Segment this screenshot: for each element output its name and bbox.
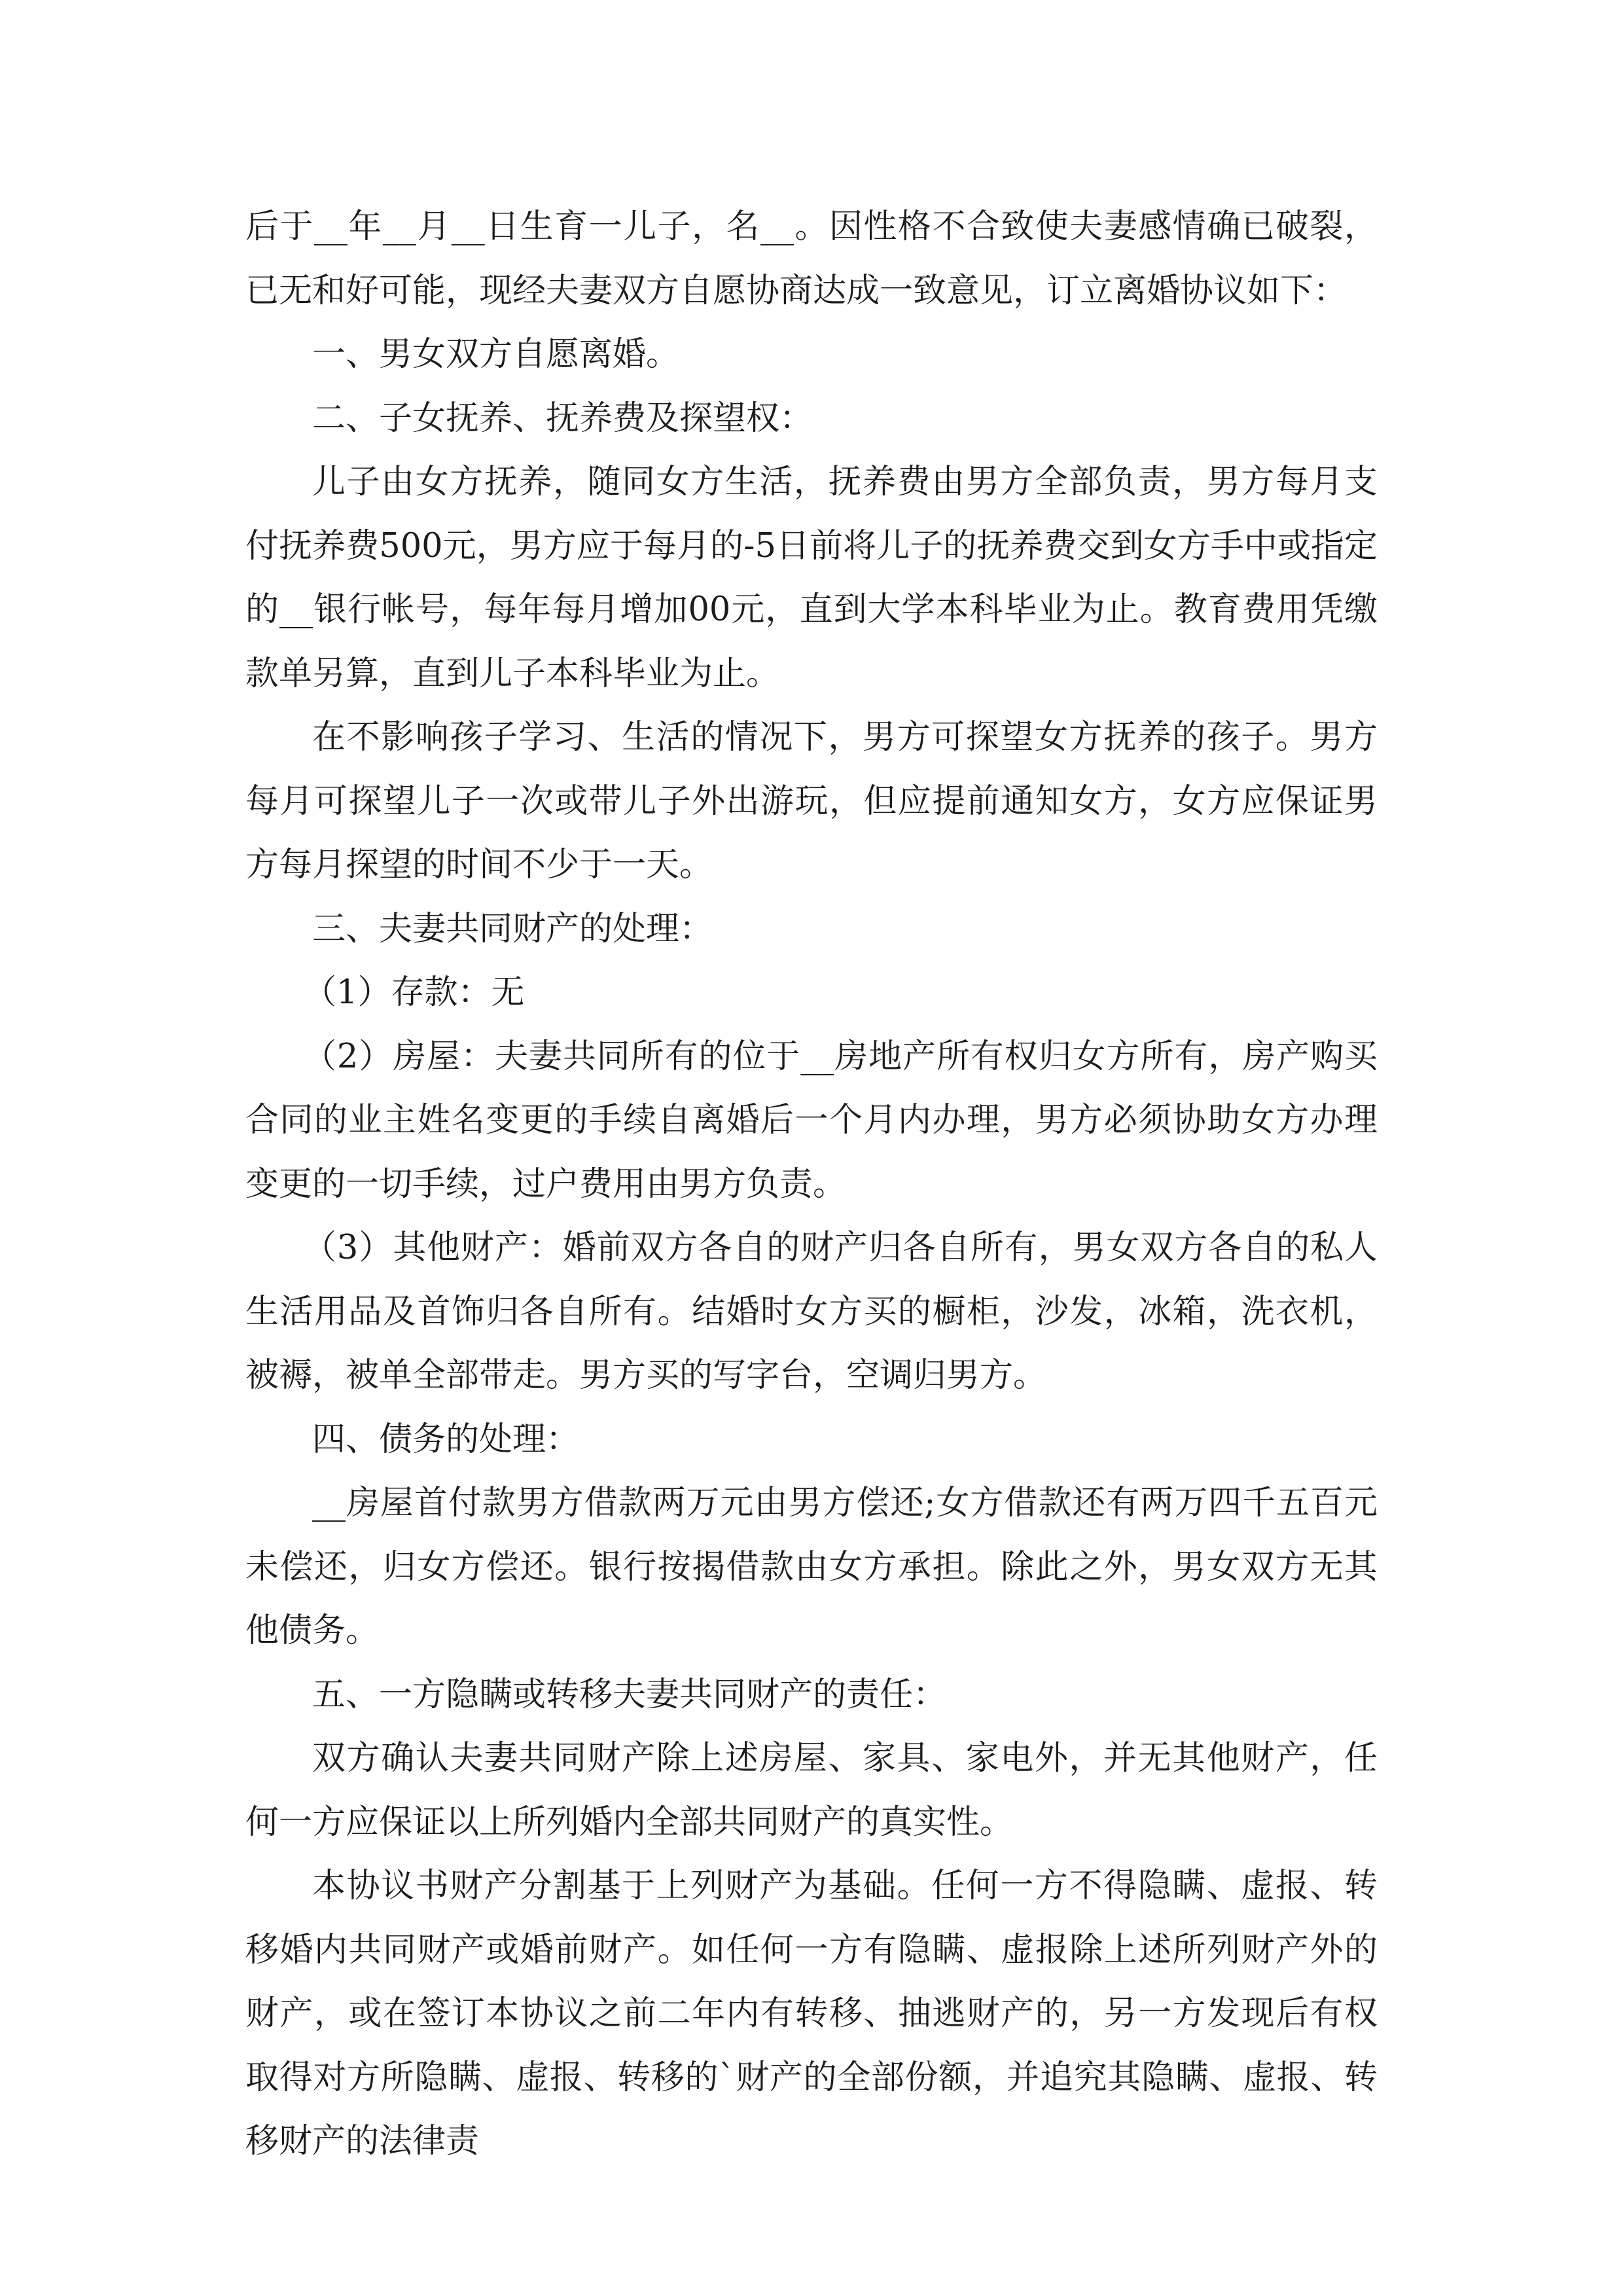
visitation-paragraph: 在不影响孩子学习、生活的情况下，男方可探望女方抚养的孩子。男方每月可探望儿子一次或带儿子外出游玩，但应提前通知女方，女方应保证男方每月探望的时间不少于一天。 xyxy=(245,718,1378,884)
concealment-liability-paragraph: 本协议书财产分割基于上列财产为基础。任何一方不得隐瞒、虚报、转移婚内共同财产或婚前财产。如任何一方有隐瞒、虚报除上述所列财产外的财产，或在签订本协议之前二年内有转移、抽逃财产的，另一方发现后有权取得对方所隐瞒、虚报、转移的`财产的全部份额，并追究其隐瞒、虚报、转移财产的法律责 xyxy=(245,1867,1378,2161)
house-item: （2）房屋：夫妻共同所有的位于__房地产所有权归女方所有，房产购买合同的业主姓名变更的手续自离婚后一个月内办理，男方必须协助女方办理变更的一切手续，过户费用由男方负责。 xyxy=(245,1037,1378,1204)
property-confirmation-paragraph: 双方确认夫妻共同财产除上述房屋、家具、家电外，并无其他财产，任何一方应保证以上所列婚内全部共同财产的真实性。 xyxy=(245,1739,1378,1842)
paragraph-intro-continuation: 后于__年__月__日生育一儿子，名__。因性格不合致使夫妻感情确已破裂，已无和好可能，现经夫妻双方自愿协商达成一致意见，订立离婚协议如下： xyxy=(245,207,1378,310)
clause-1-heading: 一、男女双方自愿离婚。 xyxy=(312,335,680,374)
clause-2-heading: 二、子女抚养、抚养费及探望权： xyxy=(312,399,813,438)
child-custody-paragraph: 儿子由女方抚养，随同女方生活，抚养费由男方全部负责，男方每月支付抚养费500元，男方应于每月的-5日前将儿子的抚养费交到女方手中或指定的__银行帐号，每年每月增加00元，直到大学本科毕业为止。教育费用凭缴款单另算，直到儿子本科毕业为止。 xyxy=(245,463,1378,693)
clause-4-heading: 四、债务的处理： xyxy=(312,1420,580,1459)
debt-paragraph: __房屋首付款男方借款两万元由男方偿还;女方借款还有两万四千五百元未偿还，归女方偿还。银行按揭借款由女方承担。除此之外，男女双方无其他债务。 xyxy=(245,1484,1378,1650)
clause-5-heading: 五、一方隐瞒或转移夫妻共同财产的责任： xyxy=(312,1675,947,1714)
document-body xyxy=(245,195,1378,2174)
clause-3-heading: 三、夫妻共同财产的处理： xyxy=(312,909,713,948)
savings-item: （1）存款：无 xyxy=(303,973,525,1012)
other-property-item: （3）其他财产：婚前双方各自的财产归各自所有，男女双方各自的私人生活用品及首饰归各自所有。结婚时女方买的橱柜，沙发，冰箱，洗衣机，被褥，被单全部带走。男方买的写字台，空调归男方。 xyxy=(245,1229,1378,1395)
